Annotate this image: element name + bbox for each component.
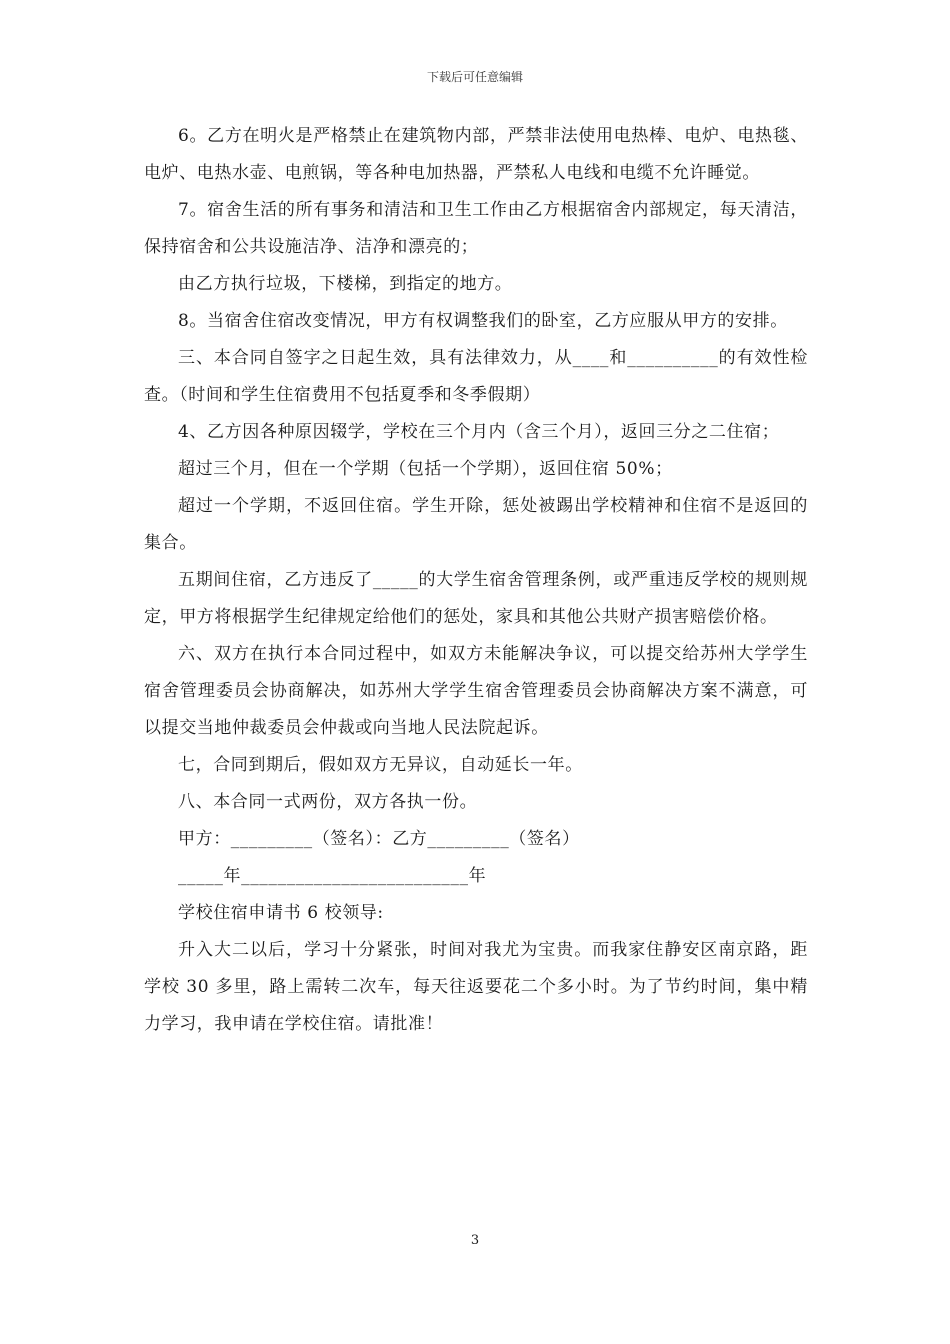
paragraph-6-fire-safety: 6。乙方在明火是严格禁止在建筑物内部，严禁非法使用电热棒、电炉、电热毯、电炉、电热水壶、电煎锅，等各种电加热器，严禁私人电线和电缆不允许睡觉。 [144,126,808,183]
signature-line: 甲方：_________（签名）：乙方_________（签名） [178,829,580,849]
paragraph-8-room-adjustment: 8。当宿舍住宿改变情况，甲方有权调整我们的卧室，乙方应服从甲方的安排。 [178,311,788,331]
paragraph-over-three-months: 超过三个月，但在一个学期（包括一个学期），返回住宿 50%； [178,459,673,479]
page-header: 下载后可任意编辑 [426,70,523,84]
paragraph-7-cleaning: 7。宿舍生活的所有事务和清洁和卫生工作由乙方根据宿舍内部规定，每天清洁，保持宿舍和公共设施洁净、洁净和漂亮的； [144,200,808,257]
paragraph-4-dropout-refund: 4、乙方因各种原因辍学，学校在三个月内（含三个月），返回三分之二住宿； [178,422,780,442]
paragraph-5-violations: 五期间住宿，乙方违反了_____的大学生宿舍管理条例，或严重违反学校的规则规定，甲方将根据学生纪律规定给他们的惩处，家具和其他公共财产损害赔偿价格。 [144,570,808,627]
date-line: _____年_________________________年 [178,866,487,886]
document-body [144,118,808,1043]
application-title: 学校住宿申请书 6 校领导: [178,903,384,923]
paragraph-6-disputes: 六、双方在执行本合同过程中，如双方未能解决争议，可以提交给苏州大学学生宿舍管理委员会协商解决，如苏州大学学生宿舍管理委员会协商解决方案不满意，可以提交当地仲裁委员会仲裁或向当地人民法院起诉。 [144,644,808,738]
page-number: 3 [470,1233,480,1248]
paragraph-3-effective-date: 三、本合同自签字之日起生效，具有法律效力，从____和__________的有效性检查。（时间和学生住宿费用不包括夏季和冬季假期） [144,348,808,405]
paragraph-garbage: 由乙方执行垃圾，下楼梯，到指定的地方。 [178,274,513,294]
paragraph-7-expiry: 七，合同到期后，假如双方无异议，自动延长一年。 [178,755,583,775]
application-body: 升入大二以后，学习十分紧张，时间对我尤为宝贵。而我家住静安区南京路，距学校 30 多里，路上需转二次车，每天往返要花二个多小时。为了节约时间，集中精力学习，我申请在学校住宿。请批准！ [144,940,808,1034]
paragraph-over-one-semester: 超过一个学期，不返回住宿。学生开除，惩处被踢出学校精神和住宿不是返回的集合。 [144,496,808,553]
paragraph-8-copies: 八、本合同一式两份，双方各执一份。 [178,792,478,812]
